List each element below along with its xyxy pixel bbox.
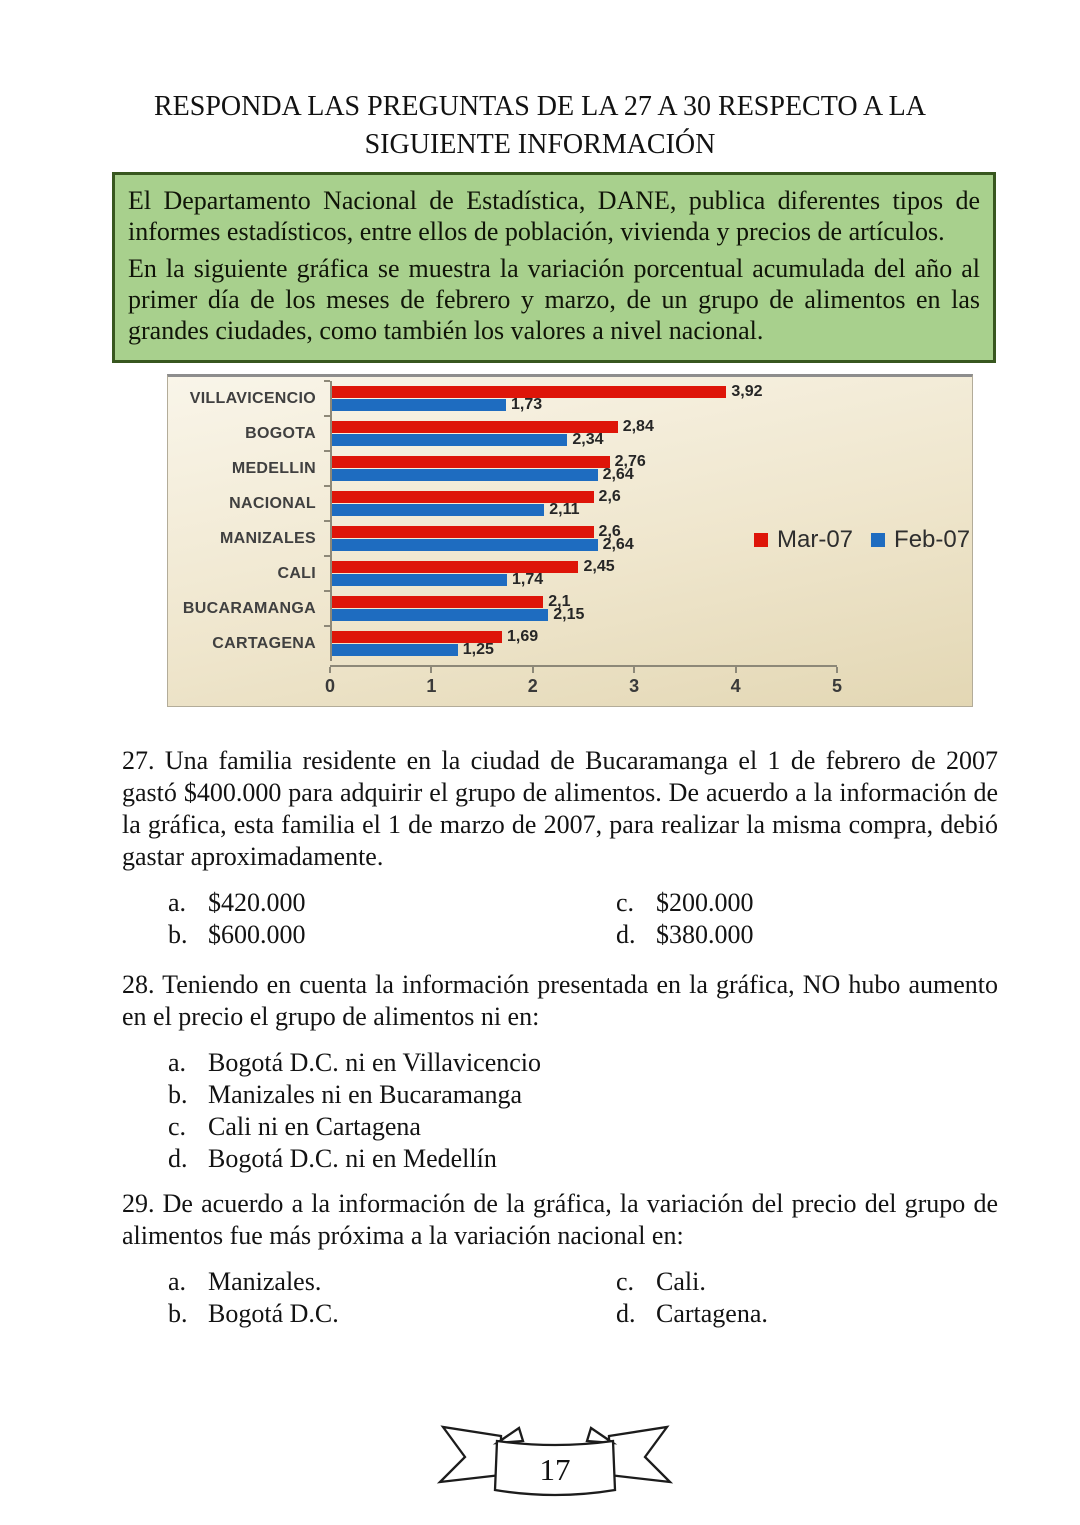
option-text: $600.000 (208, 920, 306, 949)
bar-line (332, 383, 835, 400)
category-bars (330, 626, 835, 661)
option-a (168, 1047, 998, 1079)
legend-label-mar07: Mar-07 (777, 526, 854, 553)
page-number: 17 (539, 1452, 571, 1487)
bar-mar07 (332, 596, 543, 608)
x-tick-label: 3 (629, 676, 640, 696)
x-tick (836, 667, 838, 673)
bar-feb07 (332, 504, 544, 516)
value-label: 2,1 (548, 593, 571, 610)
x-tick-label: 0 (324, 676, 336, 696)
option-b (168, 1298, 616, 1330)
value-label: 3,92 (731, 383, 763, 400)
value-label: 2,76 (614, 453, 646, 470)
category-bars (330, 486, 835, 521)
option-letter: c. (168, 1112, 187, 1141)
bar-mar07 (332, 526, 594, 538)
page-number-ribbon (435, 1412, 675, 1506)
question-27 (122, 745, 998, 951)
legend-swatch-feb07 (871, 533, 885, 547)
chart-row (168, 626, 972, 661)
bar-line (332, 558, 835, 575)
value-label: 2,64 (602, 536, 634, 553)
value-label: 2,45 (583, 558, 615, 575)
page-title-line-1: RESPONDA LAS PREGUNTAS DE LA 27 A 30 RESPECTO A LA (153, 91, 927, 122)
question-28 (122, 969, 998, 1175)
bar-line (332, 628, 835, 645)
bar-chart (167, 374, 973, 707)
option-text: Bogotá D.C. ni en Medellín (208, 1144, 497, 1173)
chart-row (168, 556, 972, 591)
category-bars (330, 381, 835, 416)
chart-row (168, 486, 972, 521)
option-text: $420.000 (208, 888, 306, 917)
value-label: 1,74 (512, 571, 544, 588)
value-label: 1,73 (511, 396, 543, 413)
question-28-text: 28. Teniendo en cuenta la información presentada en la gráfica, NO hubo aumento en el precio el grupo de alimentos ni en: (122, 970, 998, 1031)
value-label: 2,84 (622, 418, 654, 435)
option-letter: b. (168, 1299, 188, 1328)
option-c (616, 887, 998, 919)
bar-feb07 (332, 469, 598, 481)
x-tick (735, 667, 737, 673)
legend-label-feb07: Feb-07 (894, 526, 971, 553)
bar-feb07 (332, 574, 507, 586)
option-letter: a. (168, 1048, 187, 1077)
value-label: 2,6 (598, 523, 621, 540)
value-label: 2,15 (553, 606, 585, 623)
option-letter: d. (616, 920, 636, 949)
x-tick-label: 4 (730, 676, 741, 696)
bar-line (332, 396, 835, 413)
bar-feb07 (332, 539, 598, 551)
bar-mar07 (332, 456, 610, 468)
option-text: Cali ni en Cartagena (208, 1112, 421, 1141)
option-text: Manizales ni en Bucaramanga (208, 1080, 523, 1109)
category-label: VILLAVICENCIO (189, 389, 316, 407)
option-letter: a. (168, 1267, 187, 1296)
option-letter: c. (616, 1267, 635, 1296)
x-axis (324, 665, 843, 696)
option-letter: b. (168, 920, 188, 949)
option-text: Bogotá D.C. (208, 1299, 339, 1328)
option-a (168, 1266, 616, 1298)
bar-feb07 (332, 434, 567, 446)
bar-line (332, 488, 835, 505)
question-29-options (168, 1266, 998, 1330)
bar-line (332, 453, 835, 470)
x-tick-label: 1 (426, 676, 437, 696)
option-letter: d. (168, 1144, 188, 1173)
chart-row (168, 591, 972, 626)
value-label: 2,34 (572, 431, 604, 448)
option-b (168, 1079, 998, 1111)
value-label: 1,69 (507, 628, 539, 645)
intro-paragraph-1: El Departamento Nacional de Estadística, DANE, publica diferentes tipos de informes estadísticos, entre ellos de población, vivienda y precios de artículos. (128, 186, 980, 246)
option-d (616, 1298, 998, 1330)
page-title (0, 88, 1080, 164)
value-label: 2,6 (598, 488, 621, 505)
intro-box (112, 172, 996, 363)
option-text: Bogotá D.C. ni en Villavicencio (208, 1048, 542, 1077)
chart-row (168, 381, 972, 416)
value-label: 2,11 (549, 501, 580, 518)
question-27-options (168, 887, 998, 951)
bar-line (332, 641, 835, 658)
option-d (168, 1143, 998, 1175)
x-tick (532, 667, 534, 673)
bar-line (332, 501, 835, 518)
page-title-line-2: SIGUIENTE INFORMACIÓN (364, 129, 716, 160)
option-text: Manizales. (208, 1267, 322, 1296)
option-letter: a. (168, 888, 187, 917)
option-letter: c. (616, 888, 635, 917)
option-letter: d. (616, 1299, 636, 1328)
option-text: Cartagena. (656, 1299, 768, 1328)
value-label: 1,25 (462, 641, 494, 658)
category-label: BOGOTA (245, 424, 316, 442)
chart-row (168, 416, 972, 451)
category-label: NACIONAL (229, 494, 316, 512)
legend-swatch-mar07 (754, 533, 768, 547)
question-28-options (168, 1047, 998, 1175)
category-label: MANIZALES (219, 529, 316, 547)
bar-line (332, 431, 835, 448)
option-d (616, 919, 998, 951)
option-b (168, 919, 616, 951)
option-text: Cali. (656, 1267, 706, 1296)
ribbon-left-tail (440, 1427, 501, 1482)
option-text: $200.000 (656, 888, 754, 917)
x-tick (633, 667, 635, 673)
bar-line (332, 571, 835, 588)
intro-paragraph-2: En la siguiente gráfica se muestra la variación porcentual acumulada del año al primer día de los meses de febrero y marzo, de un grupo de alimentos en las grandes ciudades, como también los valores a nivel nacional. (128, 254, 980, 345)
category-bars (330, 556, 835, 591)
category-label: BUCARAMANGA (182, 599, 316, 617)
bar-feb07 (332, 644, 458, 656)
option-letter: b. (168, 1080, 188, 1109)
category-label: MEDELLIN (231, 459, 316, 477)
ribbon-right-tail (609, 1427, 670, 1482)
x-tick (430, 667, 432, 673)
category-label: CALI (277, 564, 316, 582)
x-tick (329, 667, 331, 673)
option-text: $380.000 (656, 920, 754, 949)
chart-rows (168, 381, 972, 661)
question-27-text: 27. Una familia residente en la ciudad de Bucaramanga el 1 de febrero de 2007 gastó $400.000 para adquirir el grupo de alimentos. De acuerdo a la información de la gráfica, esta familia el 1 de marzo de 2007, para realizar la misma compra, debió gastar aproximadamente. (122, 746, 998, 871)
question-29-text: 29. De acuerdo a la información de la gráfica, la variación del precio del grupo de alimentos fue más próxima a la variación nacional en: (122, 1189, 998, 1250)
x-tick-label: 5 (831, 676, 843, 696)
category-bars (330, 451, 835, 486)
chart-row (168, 451, 972, 486)
option-c (168, 1111, 998, 1143)
category-bars (330, 416, 835, 451)
bar-line (332, 466, 835, 483)
value-label: 2,64 (602, 466, 634, 483)
bar-line (332, 606, 835, 623)
question-29 (122, 1188, 998, 1330)
chart-legend (754, 526, 970, 554)
option-a (168, 887, 616, 919)
option-c (616, 1266, 998, 1298)
category-label: CARTAGENA (212, 634, 316, 652)
bar-feb07 (332, 609, 548, 621)
category-bars (330, 591, 835, 626)
x-tick-label: 2 (527, 676, 538, 696)
bar-feb07 (332, 399, 506, 411)
